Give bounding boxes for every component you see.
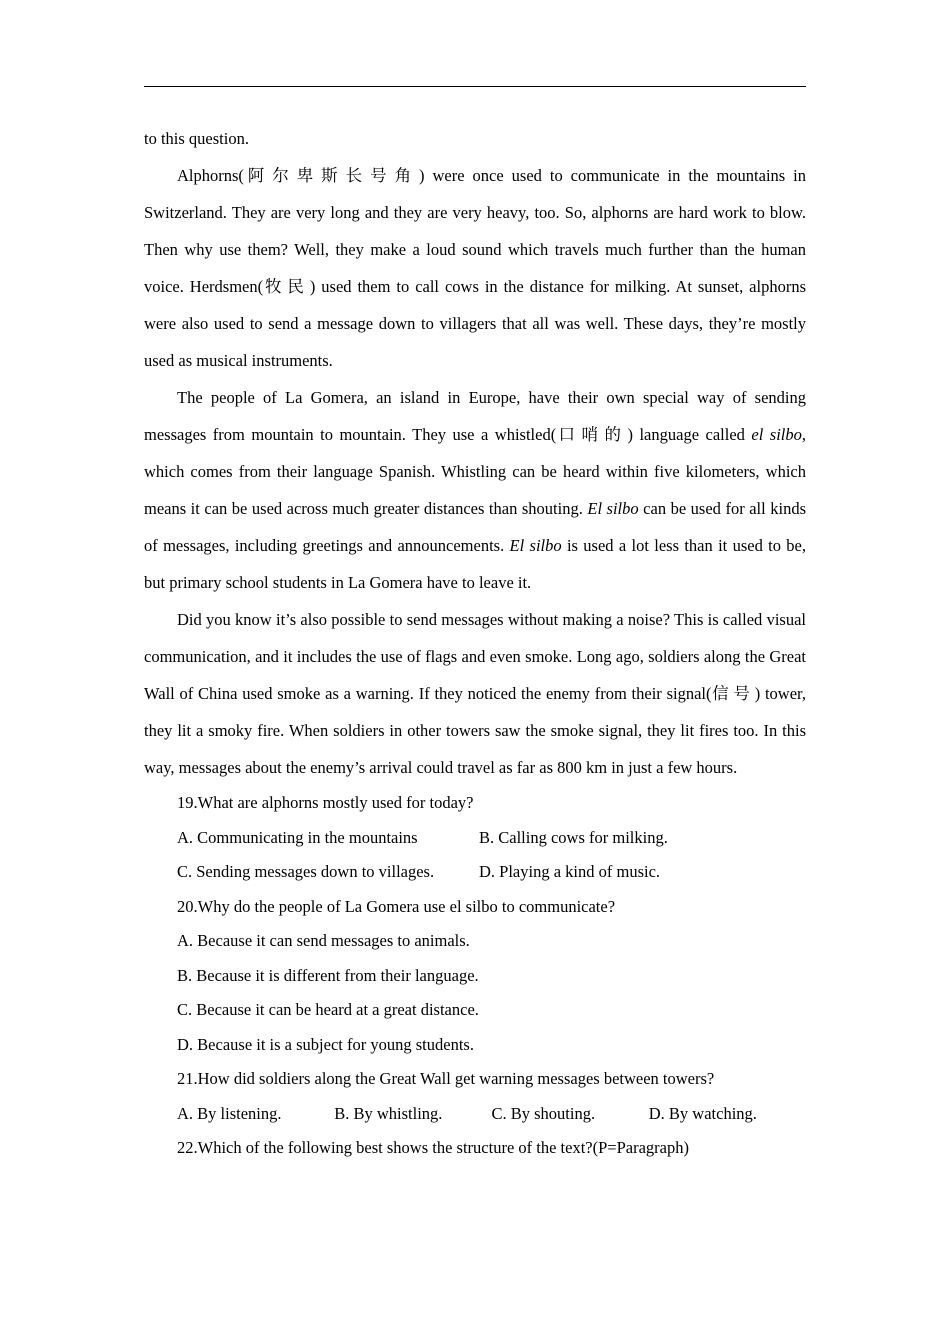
- option-19-c: C. Sending messages down to villages.: [177, 862, 435, 881]
- italic-term: El silbo: [587, 499, 639, 518]
- text-run: ) were once used to communicate in the mountains in Switzerland. They are very long and they are very heavy, too. So, alphorns are hard work to blow. Then why use them? Well, they make a loud sound which travels much further than the human voice. Herdsmen(: [144, 166, 806, 296]
- cjk-gloss: 信号: [711, 684, 755, 703]
- cjk-gloss: 口哨的: [556, 425, 628, 444]
- cjk-gloss: 阿尔卑斯长号角: [243, 166, 420, 185]
- option-19-b: B. Calling cows for milking.: [479, 827, 668, 847]
- paragraph-el-silbo: [144, 379, 806, 601]
- text-run: ) language called: [627, 425, 752, 444]
- option-19-d: D. Playing a kind of music.: [479, 862, 661, 881]
- option-21-d: D. By watching.: [648, 1103, 757, 1123]
- header-rule: [144, 86, 806, 87]
- text-run: The people of La Gomera, an island in Europe, have their own special way of sending messages from mountain to mountain. They use a whistled(: [144, 388, 806, 444]
- text-run: Alphorns(: [177, 166, 244, 185]
- option-20-a: A. Because it can send messages to animals.: [177, 931, 470, 950]
- text-run: Did you know it’s also possible to send messages without making a noise? This is called visual communication, and it includes the use of flags and even smoke. Long ago, soldiers along the Great Wall of China used smoke as a warning. If they noticed the enemy from their signal(: [144, 610, 806, 703]
- option-19-a: A. Communicating in the mountains: [177, 827, 418, 847]
- question-21-options: [144, 1097, 806, 1132]
- passage-intro-end: to this question.: [144, 129, 249, 148]
- question-19-options-row1: [144, 821, 806, 856]
- question-20-stem: 20.Why do the people of La Gomera use el silbo to communicate?: [177, 896, 616, 916]
- text-run: can be used for all kinds of messages, including greetings and announcements.: [144, 499, 806, 555]
- text-run: ) used them to call cows in the distance for milking. At sunset, alphorns were also used to send a message down to villagers that all was well. These days, they’re mostly used as musical instruments.: [144, 277, 806, 370]
- option-21-c: C. By shouting.: [491, 1103, 596, 1123]
- option-20-c: C. Because it can be heard at a great distance.: [177, 1000, 479, 1019]
- question-22-stem: 22.Which of the following best shows the structure of the text?(P=Paragraph): [177, 1138, 689, 1157]
- option-20-d: D. Because it is a subject for young students.: [177, 1034, 474, 1054]
- text-run: is used a lot less than it used to be, but primary school students in La Gomera have to leave it.: [144, 536, 806, 592]
- page-content: [144, 120, 806, 1166]
- text-run: , which comes from their language Spanish. Whistling can be heard within five kilometers, which means it can be used across much greater distances than shouting.: [144, 425, 806, 518]
- option-21-b: B. By whistling.: [334, 1103, 443, 1123]
- question-21-stem: 21.How did soldiers along the Great Wall get warning messages between towers?: [177, 1069, 715, 1088]
- question-19-stem: 19.What are alphorns mostly used for today?: [177, 793, 474, 812]
- italic-term: El silbo: [509, 536, 562, 555]
- question-19-options-row2: [144, 855, 806, 890]
- italic-term: el silbo: [751, 425, 802, 444]
- option-20-b: B. Because it is different from their language.: [177, 965, 479, 985]
- option-21-a: A. By listening.: [177, 1103, 282, 1123]
- paragraph-alphorns: [144, 157, 806, 379]
- text-run: ) tower, they lit a smoky fire. When soldiers in other towers saw the smoke signal, they lit fires too. In this way, messages about the enemy’s arrival could travel as far as 800 km in just a few hours.: [144, 684, 807, 777]
- paragraph-visual-communication: [144, 601, 806, 786]
- cjk-gloss: 牧民: [263, 277, 310, 296]
